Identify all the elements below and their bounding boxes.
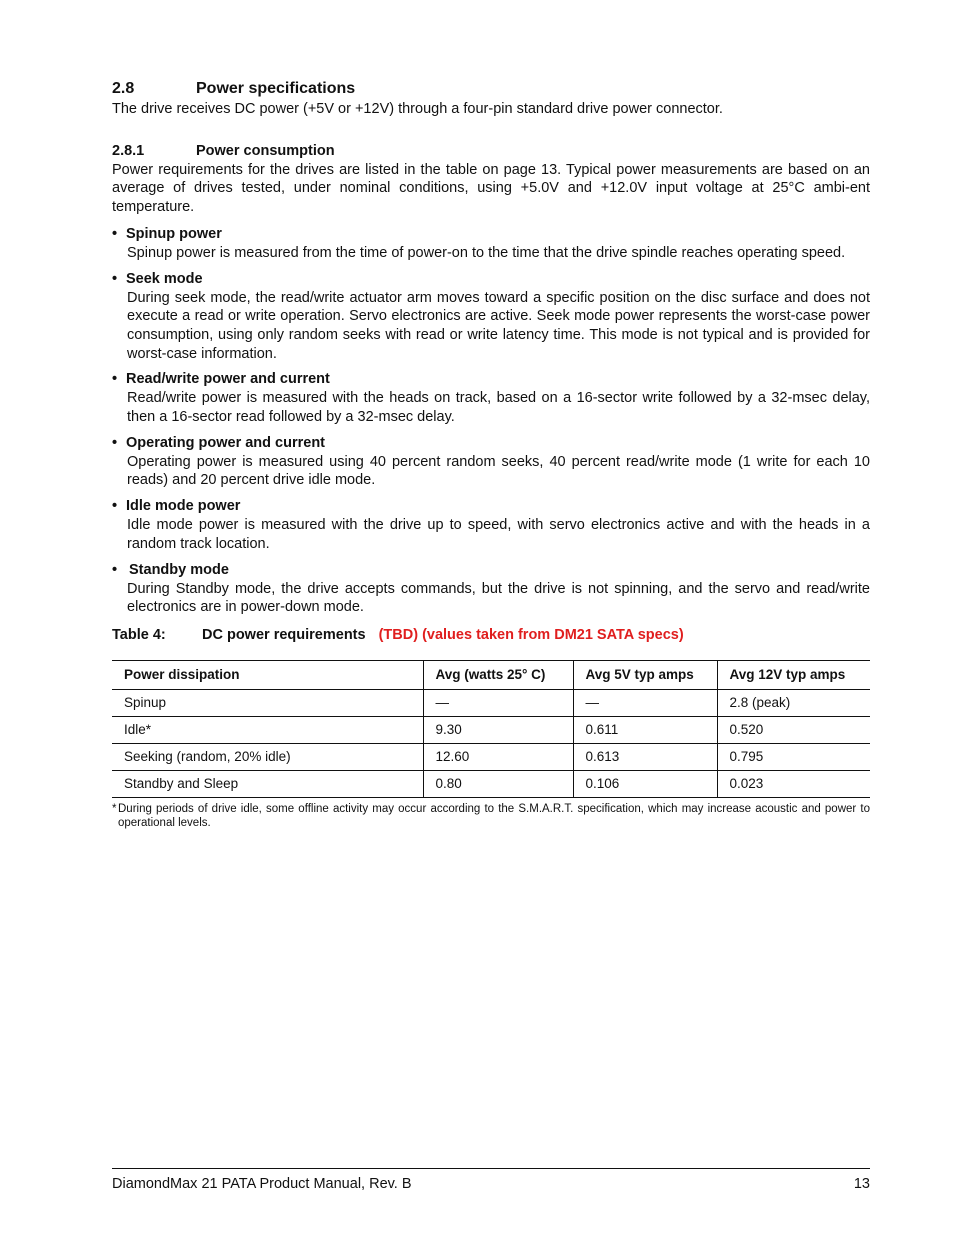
bullet-item: [112, 496, 870, 553]
table-cell: —: [423, 689, 573, 716]
bullet-item: [112, 369, 870, 426]
subsection-number: 2.8.1: [112, 142, 145, 159]
bullet-title: Spinup power: [126, 225, 222, 242]
bullet-item: [112, 433, 870, 490]
section-heading: [112, 78, 870, 100]
table-cell: Seeking (random, 20% idle): [112, 743, 423, 770]
section-title: Power specifications: [196, 80, 356, 97]
subsection-title: Power consumption: [196, 142, 335, 159]
footer-page-number: 13: [853, 1176, 870, 1192]
column-header: Avg 12V typ amps: [717, 660, 870, 689]
table-row: [112, 743, 870, 770]
column-header: Power dissipation: [112, 660, 423, 689]
section-number: 2.8: [112, 80, 135, 97]
bullet-text: Idle mode power is measured with the drive up to speed, with servo electronics active and with the heads in a random track location.: [127, 517, 870, 552]
bullet-dot: •: [112, 225, 118, 242]
bullet-title: Read/write power and current: [126, 371, 330, 388]
bullet-dot: •: [112, 371, 118, 388]
bullet-dot: •: [112, 561, 118, 578]
table-cell: 0.795: [717, 743, 870, 770]
bullet-title: Operating power and current: [126, 434, 325, 451]
page-content: [112, 78, 870, 830]
table-cell: Idle*: [112, 716, 423, 743]
subsection-heading: [112, 141, 870, 161]
intro-paragraph: The drive receives DC power (+5V or +12V) through a four-pin standard drive power connector.: [112, 101, 723, 117]
column-header: Avg 5V typ amps: [573, 660, 717, 689]
bullet-dot: •: [112, 270, 118, 287]
page-footer: [112, 1168, 870, 1192]
table-row: [112, 770, 870, 797]
bullet-text: During Standby mode, the drive accepts commands, but the drive is not spinning, and the servo and read/write electronics are in power-down mode.: [127, 580, 870, 616]
table-cell: 9.30: [423, 716, 573, 743]
table-cell: 0.106: [573, 770, 717, 797]
table-cell: 0.611: [573, 716, 717, 743]
bullet-text: Spinup power is measured from the time of power-on to the time that the drive spindle reaches operating speed.: [127, 244, 846, 261]
table-cell: 12.60: [423, 743, 573, 770]
bullet-title: Seek mode: [126, 270, 203, 287]
bullet-text: Read/write power is measured with the heads on track, based on a 16-sector write followed by a 32-msec delay, then a 16-sector read followed by a 32-msec delay.: [127, 390, 870, 426]
footnote-mark: *: [112, 802, 117, 815]
dc-power-table: [112, 660, 870, 798]
consumption-paragraph: Power requirements for the drives are listed in the table on page 13. Typical power measurements are based on an average of drives tested, under nominal conditions, using +5.0V and +12.0V input voltage at 25°C ambi-ent temperature.: [112, 161, 870, 216]
table-cell: 0.520: [717, 716, 870, 743]
table-cell: 0.023: [717, 770, 870, 797]
footnote-text: During periods of drive idle, some offline activity may occur according to the S.M.A.R.T. specification, which may increase acoustic and power to operational levels.: [118, 802, 870, 829]
table-caption: [112, 625, 870, 645]
table-row: [112, 689, 870, 716]
table-cell: Standby and Sleep: [112, 770, 423, 797]
column-header: Avg (watts 25° C): [423, 660, 573, 689]
table-note: (TBD) (values taken from DM21 SATA specs): [378, 626, 684, 643]
table-cell: 0.80: [423, 770, 573, 797]
table-cell: —: [573, 689, 717, 716]
table-cell: 2.8 (peak): [717, 689, 870, 716]
bullet-title: Standby mode: [129, 561, 229, 578]
bullet-text: Operating power is measured using 40 percent random seeks, 40 percent read/write mode (1 write for each 10 reads) and 20 percent drive idle mode.: [127, 453, 870, 489]
footer-doc-title: DiamondMax 21 PATA Product Manual, Rev. B: [112, 1176, 412, 1192]
table-cell: 0.613: [573, 743, 717, 770]
table-footnote: [112, 802, 870, 830]
table-header-row: [112, 660, 870, 689]
bullet-dot: •: [112, 498, 118, 515]
bullet-item: [112, 224, 870, 263]
bullet-item: [112, 269, 870, 364]
bullet-item: [112, 560, 870, 617]
bullet-text: During seek mode, the read/write actuator arm moves toward a specific position on the disc surface and does not execute a read or write operation. Servo electronics are active. Seek mode power represents the worst-case power consumption, using only random seeks with read or write latency time. This mode is not typical and is provided for worst-case information.: [127, 289, 870, 362]
bullet-dot: •: [112, 434, 118, 451]
bullet-list: [112, 224, 870, 617]
table-row: [112, 716, 870, 743]
bullet-title: Idle mode power: [126, 498, 241, 515]
table-cell: Spinup: [112, 689, 423, 716]
table-title: DC power requirements: [202, 626, 366, 643]
table-label: Table 4:: [112, 626, 166, 643]
